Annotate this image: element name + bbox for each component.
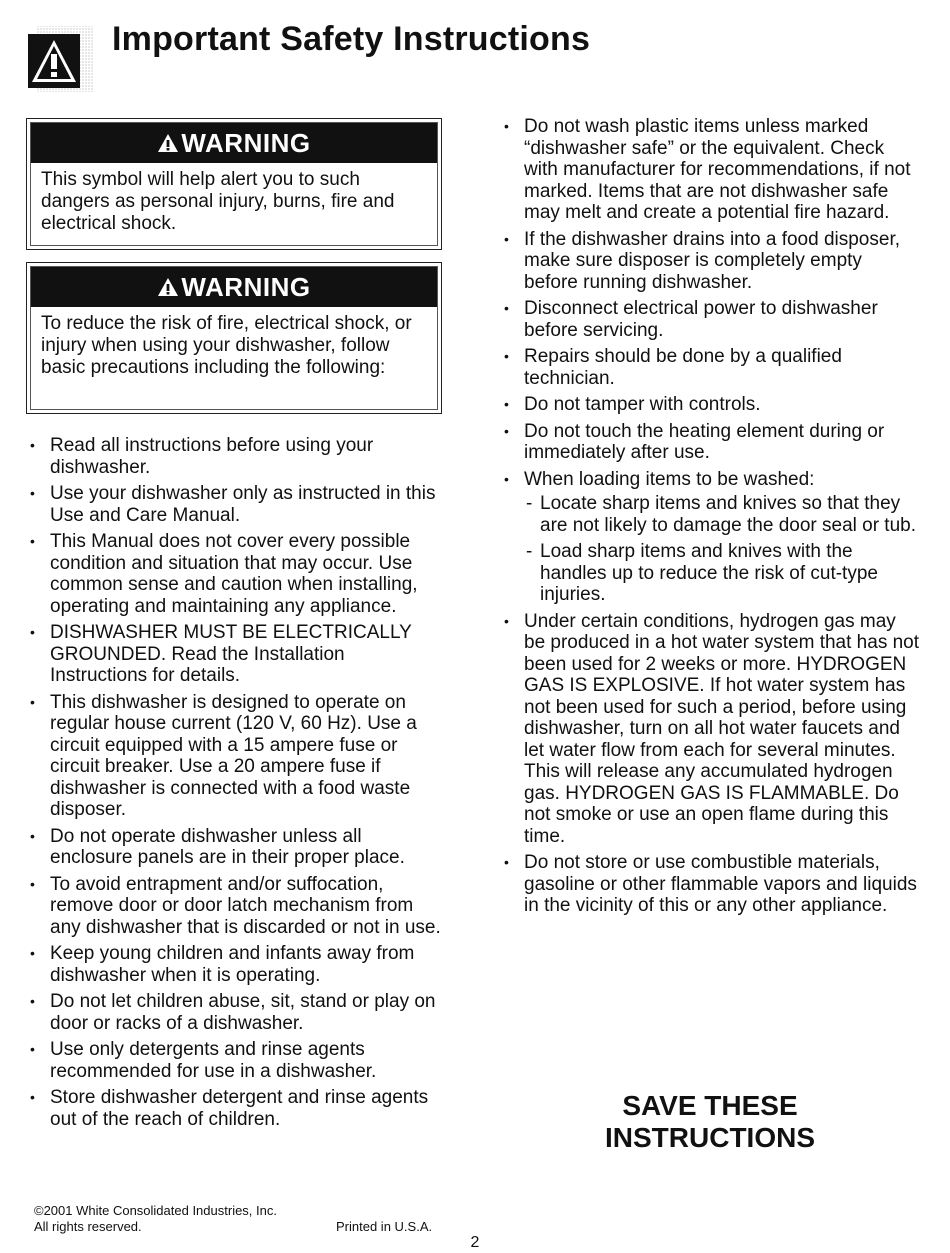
list-item: • Repairs should be done by a qualified technician. xyxy=(500,346,920,389)
left-safety-list xyxy=(26,435,442,1135)
list-item: • Use only detergents and rinse agents recommended for use in a dishwasher. xyxy=(26,1039,442,1082)
right-safety-list xyxy=(500,116,920,922)
warning-box-precautions xyxy=(26,262,442,414)
list-item: • Use your dishwasher only as instructed in this Use and Care Manual. xyxy=(26,483,442,526)
warning-symbol-icon xyxy=(157,133,179,153)
warning-triangle-icon xyxy=(28,22,94,92)
warning-text: This symbol will help alert you to such dangers as personal injury, burns, fire and electrical shock. xyxy=(41,169,395,234)
page-number: 2 xyxy=(470,1234,480,1251)
warning-box-symbol xyxy=(26,118,442,250)
list-item: • Do not touch the heating element during or immediately after use. xyxy=(500,421,920,464)
printed-text: Printed in U.S.A. xyxy=(336,1219,433,1234)
sub-list-item: - Load sharp items and knives with the handles up to reduce the risk of cut-type injuries. xyxy=(524,541,920,606)
footer xyxy=(34,1203,432,1235)
save-line-1: SAVE THESE xyxy=(622,1090,798,1121)
list-item: • Do not operate dishwasher unless all enclosure panels are in their proper place. xyxy=(26,826,442,869)
page-title: Important Safety Instructions xyxy=(112,20,591,58)
list-item: • This Manual does not cover every possible condition and situation that may occur. Use common sense and caution when installing, operating and maintaining any appliance. xyxy=(26,531,442,617)
list-item: • This dishwasher is designed to operate on regular house current (120 V, 60 Hz). Use a circuit equipped with a 15 ampere fuse or circuit breaker. Use a 20 ampere fuse if dishwasher is connected with a food waste disposer. xyxy=(26,692,442,821)
rights-text: All rights reserved. xyxy=(34,1219,142,1234)
warning-symbol-icon xyxy=(157,277,179,297)
list-item: • To avoid entrapment and/or suffocation, remove door or door latch mechanism from any dishwasher that is discarded or not in use. xyxy=(26,874,442,939)
warning-label-bar xyxy=(31,267,437,307)
list-item: • Do not tamper with controls. xyxy=(500,394,920,416)
list-item: • Do not store or use combustible materials, gasoline or other flammable vapors and liquids in the vicinity of this or any other appliance. xyxy=(500,852,920,917)
list-item-loading xyxy=(500,469,920,606)
copyright-text: ©2001 White Consolidated Industries, Inc. xyxy=(34,1203,277,1218)
warning-label: WARNING xyxy=(181,127,311,158)
warning-text: To reduce the risk of fire, electrical shock, or injury when using your dishwasher, follow basic precautions including the following: xyxy=(41,313,412,378)
list-item: • Keep young children and infants away from dishwasher when it is operating. xyxy=(26,943,442,986)
list-item: • If the dishwasher drains into a food disposer, make sure disposer is completely empty before running dishwasher. xyxy=(500,229,920,294)
list-item: • Do not let children abuse, sit, stand or play on door or racks of a dishwasher. xyxy=(26,991,442,1034)
list-item: • Disconnect electrical power to dishwasher before servicing. xyxy=(500,298,920,341)
list-item: • Store dishwasher detergent and rinse agents out of the reach of children. xyxy=(26,1087,442,1130)
sub-list-item: - Locate sharp items and knives so that they are not likely to damage the door seal or tub. xyxy=(524,493,920,536)
list-item: • Do not wash plastic items unless marked “dishwasher safe” or the equivalent. Check with manufacturer for recommendations, if not marked. Items that are not dishwasher safe may melt and create a potential fire hazard. xyxy=(500,116,920,224)
warning-label: WARNING xyxy=(181,271,311,302)
list-item: • Under certain conditions, hydrogen gas may be produced in a hot water system that has not been used for 2 weeks or more. HYDROGEN GAS IS EXPLOSIVE. If hot water system has not been used for such a period, before using dishwasher, turn on all hot water faucets and let water flow from each for several minutes. This will release any accumulated hydrogen gas. HYDROGEN GAS IS FLAMMABLE. Do not smoke or use an open flame during this time. xyxy=(500,611,920,848)
warning-label-bar xyxy=(31,123,437,163)
save-instructions-heading xyxy=(560,1090,860,1154)
loading-item-text: When loading items to be washed: xyxy=(524,468,815,490)
save-line-2: INSTRUCTIONS xyxy=(605,1122,815,1153)
list-item: • DISHWASHER MUST BE ELECTRICALLY GROUNDED. Read the Installation Instructions for details. xyxy=(26,622,442,687)
list-item: • Read all instructions before using your dishwasher. xyxy=(26,435,442,478)
loading-sub-list xyxy=(524,493,920,606)
